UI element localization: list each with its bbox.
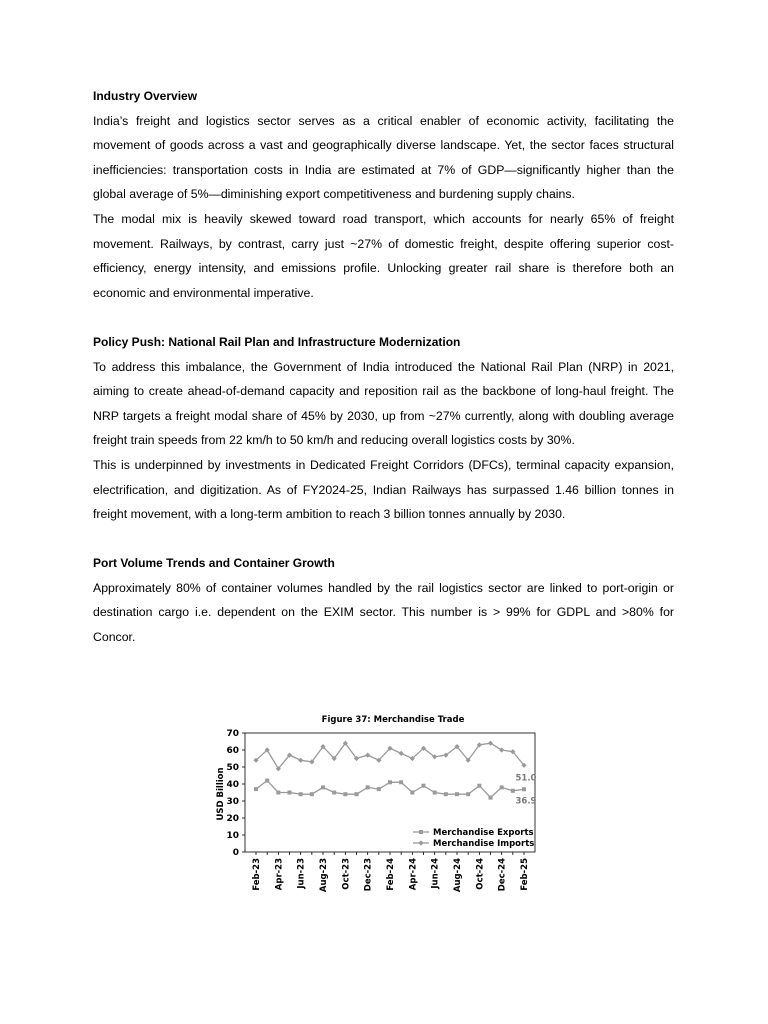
data-point [399,780,403,784]
y-tick-label: 70 [226,729,239,739]
data-point [410,791,414,795]
data-point [455,792,459,796]
x-tick-label-group [319,858,329,892]
paragraph: To address this imbalance, the Government of India introduced the National Rail Plan (NRP) in 2021, aiming to create ahead-of-demand capacity and reposition rail as the backbone of long-haul freight. The NRP targets a freight modal share of 45% by 2030, up from ~27% currently, along with doubling average freight train speeds from 22 km/h to 50 km/h and reducing overall logistics costs by 30%. [93,359,674,448]
x-tick-label-group [431,858,441,890]
merchandise-trade-chart [213,708,553,898]
x-tick-label-group [408,858,418,890]
data-point [477,784,481,788]
section-port-volume [93,551,674,649]
data-label: 51.0 [515,773,537,784]
section-heading: Policy Push: National Rail Plan and Infrastructure Modernization [93,334,461,349]
legend-label: Merchandise Exports [433,828,534,838]
data-point [355,792,359,796]
y-tick-label: 10 [226,831,239,841]
data-point [522,787,526,791]
x-tick-label-group [386,858,396,891]
data-point [276,791,280,795]
x-tick-label: Oct-23 [341,858,352,890]
x-tick-label-group [475,858,485,890]
x-tick-label: Oct-24 [475,858,486,890]
x-tick-label-group [341,858,351,890]
chart-title: Figure 37: Merchandise Trade [321,715,465,725]
x-tick-label-group [252,858,262,891]
data-point [254,787,258,791]
data-point [299,792,303,796]
data-label: 36.9 [515,796,537,807]
y-tick-label: 20 [226,814,239,824]
data-point [466,792,470,796]
legend-label: Merchandise Imports [433,839,535,849]
data-point [500,785,504,789]
paragraph: Approximately 80% of container volumes handled by the rail logistics sector are linked to port-origin or destination cargo i.e. dependent on the EXIM sector. This number is > 99% for GDPL and >80% for Concor. [93,580,674,645]
section-policy-push [93,330,674,527]
y-tick-label: 40 [226,780,239,790]
x-tick-label: Feb-23 [252,858,262,891]
x-tick-label-group [498,858,508,891]
x-tick-label-group [297,858,307,890]
paragraph: The modal mix is heavily skewed toward road transport, which accounts for nearly 65% of freight movement. Railways, by contrast, carry just ~27% of domestic freight, despite offering superior cost-efficiency, energy intensity, and emissions profile. Unlocking greater rail share is therefore both an economic and environmental imperative. [93,211,674,300]
data-point [511,789,515,793]
x-tick-label: Apr-24 [408,858,419,891]
data-point [422,784,426,788]
x-tick-label: Feb-25 [520,858,530,891]
x-tick-label-group [453,858,463,892]
data-point [365,753,370,758]
data-point [444,792,448,796]
x-tick-label-group [274,858,284,890]
data-point [288,791,292,795]
x-tick-label: Dec-24 [497,858,508,892]
paragraph: India’s freight and logistics sector serves as a critical enabler of economic activity, facilitating the movement of goods across a vast and geographically diverse landscape. Yet, the sector faces structural inefficiencies: transportation costs in India are estimated at 7% of GDP—significantly higher than the global average of 5%—diminishing export competitiveness and burdening supply chains. [93,113,674,202]
data-point [366,785,370,789]
x-tick-label: Apr-23 [274,858,285,891]
section-industry-overview [93,84,674,305]
x-tick-label: Jun-24 [430,858,441,889]
legend-marker [418,840,423,845]
merchandise-trade-figure [213,708,553,898]
x-tick-label-group [364,858,374,891]
section-heading: Port Volume Trends and Container Growth [93,556,335,571]
x-tick-label: Dec-23 [363,858,374,892]
data-point [310,792,314,796]
data-point [265,779,269,783]
data-point [489,796,493,800]
x-tick-label: Aug-24 [453,858,463,893]
data-point [399,751,404,756]
data-point [321,785,325,789]
data-point [433,791,437,795]
y-tick-label: 0 [232,848,239,858]
data-point [377,787,381,791]
data-point [332,791,336,795]
x-tick-label: Jun-23 [296,858,307,889]
y-tick-label: 60 [226,746,239,756]
y-tick-label: 50 [226,763,239,773]
data-point [298,758,303,763]
data-point [388,780,392,784]
section-heading: Industry Overview [93,89,198,103]
data-point [343,792,347,796]
legend-marker [419,830,423,834]
x-tick-label-group [520,858,530,891]
document-body [93,84,674,650]
paragraph: This is underpinned by investments in Dedicated Freight Corridors (DFCs), terminal capacity expansion, electrification, and digitization. As of FY2024-25, Indian Railways has surpassed 1.46 billion tonnes in freight movement, with a long-term ambition to reach 3 billion tonnes annually by 2030. [93,457,674,522]
y-tick-label: 30 [226,797,239,807]
y-axis-label: USD Billion [216,767,226,821]
x-tick-label: Feb-24 [386,858,396,891]
x-tick-label: Aug-23 [319,858,329,893]
